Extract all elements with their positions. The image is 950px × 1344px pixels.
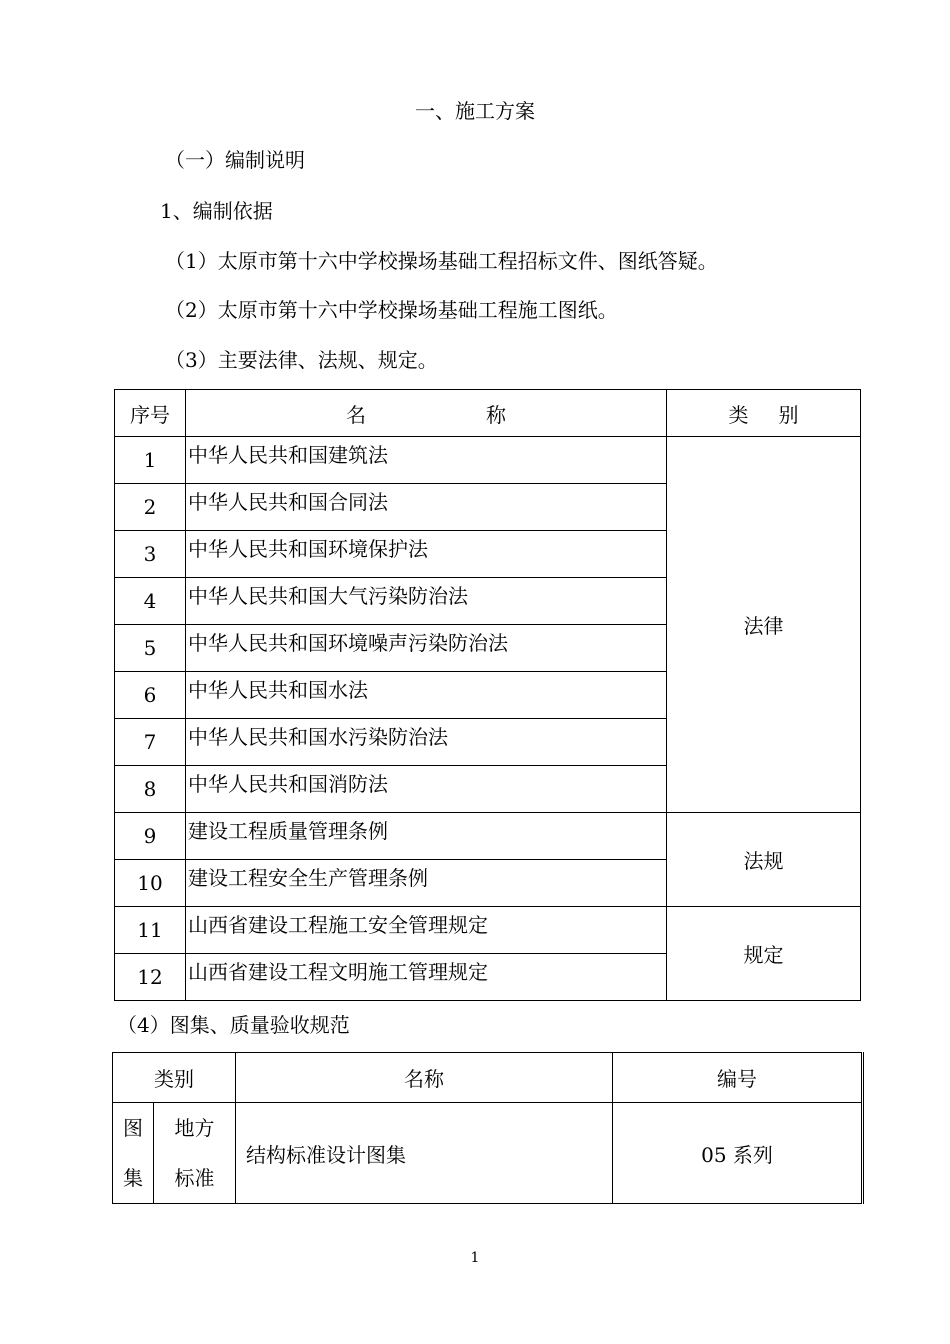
row-no: 4 (115, 578, 186, 625)
category-regulation: 法规 (667, 813, 861, 907)
row-no: 6 (115, 672, 186, 719)
row-name: 建设工程安全生产管理条例 (186, 860, 667, 907)
page-number: 1 (470, 1250, 480, 1266)
header-name (186, 390, 667, 437)
row-no: 10 (115, 860, 186, 907)
row-code: 05 系列 (613, 1103, 863, 1204)
atlas-table (112, 1052, 864, 1204)
category-atlas (113, 1103, 154, 1204)
paragraph-basis-3: （3）主要法律、法规、规定。 (165, 348, 438, 372)
row-name: 中华人民共和国环境保护法 (186, 531, 667, 578)
category-law: 法律 (667, 437, 861, 813)
row-no: 8 (115, 766, 186, 813)
category-local-b: 标准 (174, 1166, 215, 1190)
paragraph-basis-2: （2）太原市第十六中学校操场基础工程施工图纸。 (165, 298, 618, 322)
header-category (667, 390, 861, 437)
row-name: 中华人民共和国大气污染防治法 (186, 578, 667, 625)
header-name: 名称 (236, 1053, 613, 1103)
subsection-heading: 1、编制依据 (160, 199, 273, 223)
category-provision: 规定 (667, 907, 861, 1001)
row-name: 山西省建设工程施工安全管理规定 (186, 907, 667, 954)
category-atlas-b: 集 (123, 1166, 143, 1190)
header-name-b: 称 (486, 402, 506, 427)
table-header-row (113, 1053, 863, 1103)
row-no: 12 (115, 954, 186, 1001)
row-no: 11 (115, 907, 186, 954)
row-no: 2 (115, 484, 186, 531)
row-name: 中华人民共和国水污染防治法 (186, 719, 667, 766)
row-name: 结构标准设计图集 (236, 1103, 613, 1204)
table-header-row (115, 390, 861, 437)
header-name-a: 名 (346, 402, 366, 427)
paragraph-atlas: （4）图集、质量验收规范 (117, 1013, 350, 1037)
header-code: 编号 (613, 1053, 863, 1103)
row-name: 建设工程质量管理条例 (186, 813, 667, 860)
table-row (113, 1103, 863, 1204)
row-name: 中华人民共和国水法 (186, 672, 667, 719)
row-name: 中华人民共和国环境噪声污染防治法 (186, 625, 667, 672)
row-no: 9 (115, 813, 186, 860)
category-local-standard (154, 1103, 236, 1204)
row-no: 3 (115, 531, 186, 578)
category-local-a: 地方 (174, 1116, 215, 1140)
section-heading: （一）编制说明 (165, 148, 305, 172)
table-row (115, 813, 861, 860)
page-title: 一、施工方案 (415, 99, 535, 123)
laws-table (114, 389, 861, 1001)
table-row (115, 907, 861, 954)
row-name: 中华人民共和国建筑法 (186, 437, 667, 484)
row-name: 中华人民共和国消防法 (186, 766, 667, 813)
header-category: 类别 (113, 1053, 236, 1103)
header-cat-b: 别 (778, 402, 799, 427)
row-name: 中华人民共和国合同法 (186, 484, 667, 531)
row-no: 1 (115, 437, 186, 484)
category-atlas-a: 图 (123, 1116, 143, 1140)
row-no: 7 (115, 719, 186, 766)
row-no: 5 (115, 625, 186, 672)
header-cat-a: 类 (728, 402, 749, 427)
row-name: 山西省建设工程文明施工管理规定 (186, 954, 667, 1001)
header-no: 序号 (115, 390, 186, 437)
table-row (115, 437, 861, 484)
paragraph-basis-1: （1）太原市第十六中学校操场基础工程招标文件、图纸答疑。 (165, 249, 718, 273)
